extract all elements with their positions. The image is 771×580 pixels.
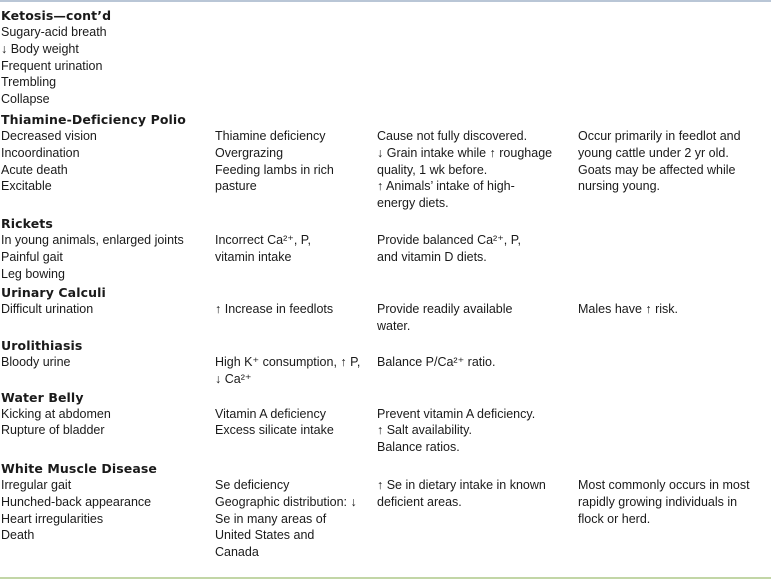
cell-line: ↓ Ca²⁺ [215,371,252,386]
cell-line: Difficult urination [1,302,94,317]
cell-line: Hunched-back appearance [1,494,152,509]
comments-cell [578,128,768,195]
section-6 [0,460,771,561]
section-title: Ketosis—cont’d [1,8,112,23]
cell-line: Excitable [1,179,52,194]
cell-line: ↑ Salt availability. [377,423,472,438]
section-rows [0,232,771,284]
cell-line: rapidly growing individuals in [578,494,738,509]
section-0 [0,7,771,111]
cell-line: Collapse [1,92,50,107]
cell-line: Incoordination [1,145,80,160]
cell-line: Provide balanced Ca²⁺, P, [377,233,521,247]
signs-cell [1,24,206,108]
bottom-rule [0,577,771,579]
prevention-cell [377,232,572,266]
cell-line: Se deficiency [215,477,290,492]
section-title: Urinary Calculi [1,285,106,301]
cell-line: ↑ Se in dietary intake in known [377,477,546,492]
causes-cell [215,354,370,388]
cell-line: ↑ Increase in feedlots [215,302,334,317]
cell-line: Most commonly occurs in most [578,477,750,492]
cell-line: Bloody urine [1,354,71,369]
cell-line: Heart irregularities [1,511,104,526]
cell-line: Rupture of bladder [1,423,105,438]
cell-line: deficient areas. [377,494,462,509]
cell-line: energy diets. [377,196,449,211]
cell-line: Balance ratios. [377,440,460,455]
cell-line: Irregular gait [1,477,72,492]
section-3 [0,284,771,337]
causes-cell [215,128,370,195]
section-rows [0,128,771,215]
cell-line: Se in many areas of [215,511,327,526]
cell-line: Males have ↑ risk. [578,302,679,317]
section-rows [0,24,771,111]
section-rows [0,406,771,460]
section-rows [0,354,771,389]
section-5 [0,389,771,460]
section-2 [0,215,771,284]
cell-line: Goats may be affected while [578,162,736,177]
cell-line: Kicking at abdomen [1,406,111,421]
cell-line: Thiamine deficiency [215,129,326,143]
cell-line: Canada [215,545,259,560]
cell-line: Geographic distribution: ↓ [215,494,357,509]
cell-line: ↑ Animals’ intake of high- [377,179,515,194]
section-rows [0,301,771,337]
comments-cell [578,301,768,318]
signs-cell [1,406,206,440]
cell-line: Acute death [1,162,68,177]
cell-line: ↓ Body weight [1,41,79,56]
comments-cell [578,477,768,527]
signs-cell [1,354,206,371]
cell-line: Balance P/Ca²⁺ ratio. [377,354,496,369]
section-title: White Muscle Disease [1,460,158,476]
prevention-cell [377,128,572,212]
section-title: Urolithiasis [1,337,83,353]
cell-line: quality, 1 wk before. [377,162,488,177]
section-title: Thiamine-Deficiency Polio [1,112,186,127]
prevention-cell [377,354,572,371]
cell-line: High K⁺ consumption, ↑ P, [215,354,361,369]
top-rule [0,0,771,2]
cell-line: flock or herd. [578,511,651,526]
cell-line: Provide readily available [377,302,513,317]
cell-line: Vitamin A deficiency [215,406,326,421]
causes-cell [215,232,370,266]
cell-line: Incorrect Ca²⁺, P, [215,233,311,247]
causes-cell [215,301,370,318]
cell-line: young cattle under 2 yr old. [578,145,729,160]
cell-line: Occur primarily in feedlot and [578,129,741,143]
section-4 [0,337,771,389]
section-title: Rickets [1,216,53,231]
cell-line: United States and [215,528,315,543]
prevention-cell [377,406,572,456]
disease-table [0,7,771,561]
section-rows [0,477,771,561]
prevention-cell [377,477,572,511]
prevention-cell [377,301,572,335]
cell-line: Prevent vitamin A deficiency. [377,406,536,421]
signs-cell [1,301,206,318]
cell-line: Sugary-acid breath [1,25,107,39]
cell-line: Cause not fully discovered. [377,129,528,143]
cell-line: water. [377,319,411,334]
cell-line: Feeding lambs in rich [215,162,334,177]
causes-cell [215,477,370,561]
cell-line: Painful gait [1,249,63,264]
signs-cell [1,232,206,282]
cell-line: Trembling [1,75,57,90]
cell-line: In young animals, enlarged joints [1,233,184,247]
causes-cell [215,406,370,440]
section-title: Water Belly [1,389,84,405]
section-1 [0,111,771,215]
cell-line: Death [1,528,35,543]
signs-cell [1,128,206,195]
cell-line: Frequent urination [1,58,103,73]
cell-line: Leg bowing [1,266,65,281]
cell-line: vitamin intake [215,249,292,264]
cell-line: Overgrazing [215,145,284,160]
cell-line: ↓ Grain intake while ↑ roughage [377,145,553,160]
cell-line: nursing young. [578,179,661,194]
cell-line: Decreased vision [1,129,97,143]
signs-cell [1,477,206,544]
cell-line: Excess silicate intake [215,423,334,438]
cell-line: and vitamin D diets. [377,249,487,264]
cell-line: pasture [215,179,257,194]
